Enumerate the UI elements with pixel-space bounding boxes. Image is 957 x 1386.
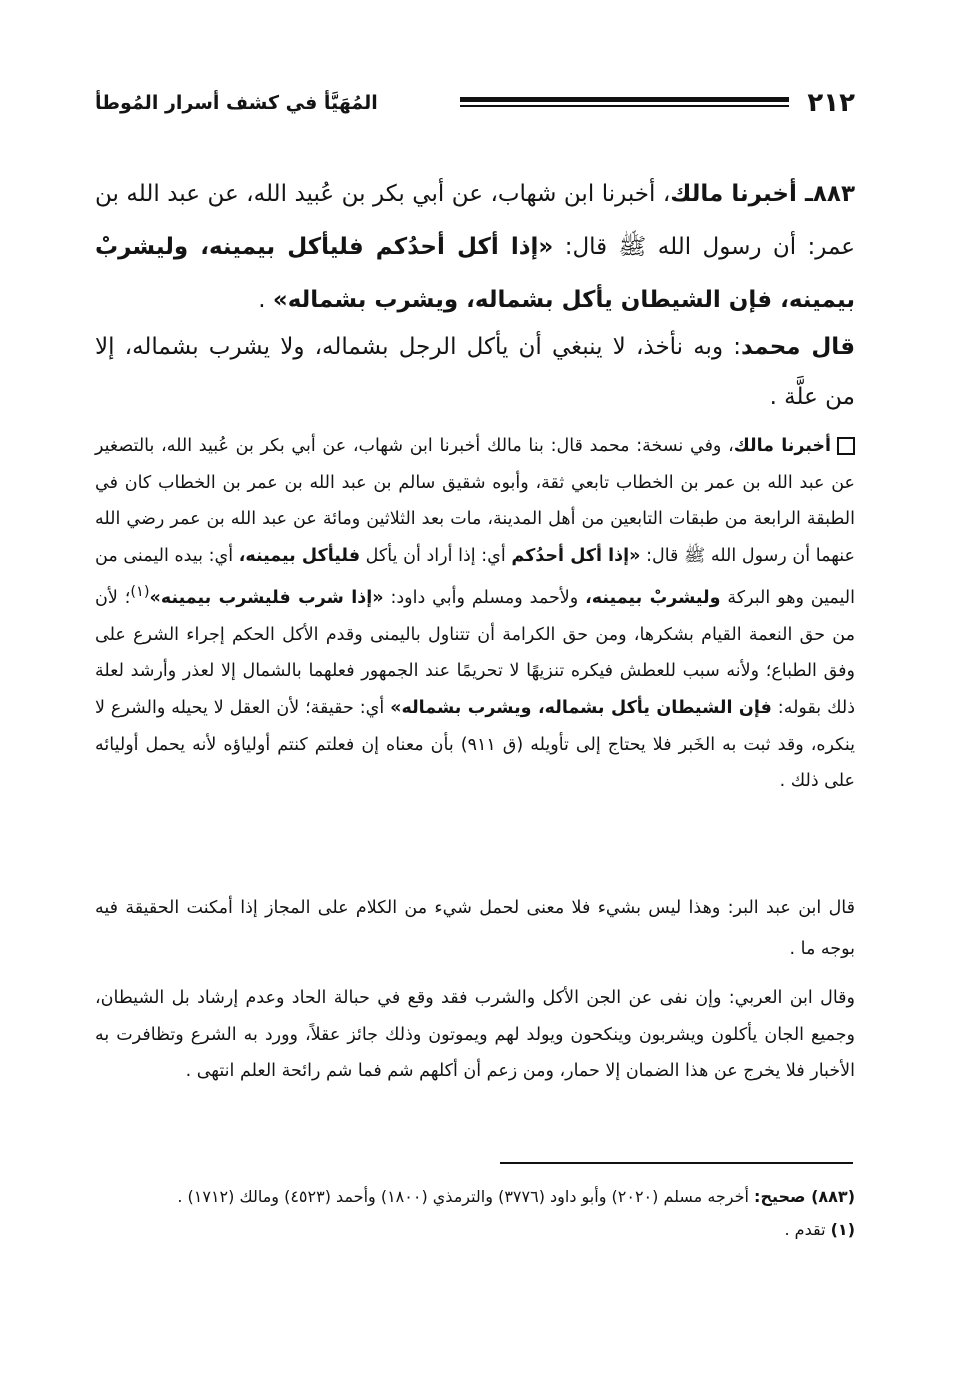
footnote-883 — [95, 1180, 855, 1213]
commentary-quote: فليأكل بيمينه، — [238, 545, 361, 566]
footnote-text: أخرجه مسلم (٢٠٢٠) وأبو داود (٣٧٧٦) والترمذي (١٨٠٠) وأحمد (٤٥٢٣) ومالك (١٧١٢) . — [177, 1187, 755, 1206]
qawl-text: : وبه نأخذ، لا ينبغي أن يأكل الرجل بشماله، ولا يشرب بشماله، إلا من علَّة . — [95, 334, 855, 410]
hadith-isnad: ، أخبرنا ابن شهاب، عن أبي بكر بن عُبيد الله، عن عبد الله بن عمر: أن رسول الله ﷺ قال: — [95, 181, 856, 260]
square-marker-icon — [837, 437, 855, 455]
hadith-matn-quote: «إذا أكل أحدُكم فليأكل بيمينه، وليشربْ بيمينه، فإن الشيطان يأكل بشماله، ويشرب بشماله» — [95, 234, 855, 313]
footnotes — [95, 1180, 855, 1246]
commentary-paragraph — [95, 428, 855, 800]
footnote-label: (١) — [830, 1220, 855, 1239]
header-divider — [460, 97, 789, 109]
page-number: ٢١٢ — [807, 88, 855, 118]
commentary-quote: «إذا أكل أحدُكم — [511, 545, 641, 566]
ibn-al-arabi-paragraph: وقال ابن العربي: وإن نفى عن الجن الأكل والشرب فقد وقع في حبالة الحاد وعدم إرشاد بل الشيطان، وجميع الجان يأكلون ويشربون وينكحون ويولد لهم ويموتون وذلك جائز عقلاً، وورد به الشرع وتظافرت به الأخبار فلا يخرج عن هذا الضمان إلا حمار، ومن زعم أن أكلهم شم فما شم رائحة العلم انتهى . — [95, 988, 855, 1081]
footnote-label: (٨٨٣) صحيح: — [754, 1187, 855, 1206]
footnote-divider — [500, 1162, 853, 1164]
commentary-quote: «إذا شرب فليشرب بيمينه» — [149, 588, 384, 609]
commentary-text: ؛ لأن من حق النعمة القيام بشكرها، ومن حق الكرامة أن تتناول باليمنى وقدم الأكل الحكم إجراء الشرع على وفق الطباع؛ ولأنه سبب للعطش فيكره تنزيهًا لا تحريمًا عند الجمهور فعلهما بالشمال إلا لعذر وأرشد لعلة ذلك بقوله: — [95, 588, 855, 718]
hadith-text — [95, 168, 855, 327]
commentary-lemma: أخبرنا مالك — [733, 436, 832, 456]
hadith-end: . — [258, 287, 273, 313]
footnote-1 — [95, 1213, 855, 1246]
commentary-text: أي: حقيقة؛ لأن العقل لا يحيله والشرع لا ينكره، وقد ثبت به الخَبر فلا يحتاج إلى تأويله (ق ٩١١) بأن معناه إن فعلتم كنتم أولياؤه لأنه يحمل أوليائه على ذلك . — [95, 697, 855, 792]
footnote-text: تقدم . — [784, 1220, 831, 1239]
commentary-text: ولأحمد ومسلم وأبي داود: — [383, 588, 586, 609]
commentary-text: أي: إذا أراد أن يأكل — [360, 545, 512, 566]
ibn-abd-al-barr-paragraph: قال ابن عبد البر: وهذا ليس بشيء فلا معنى لحمل شيء من الكلام على المجاز إذا أمكنت الحقيقة فيه بوجه ما . — [95, 898, 855, 959]
commentary-quote: وليشربْ بيمينه، — [585, 588, 721, 609]
book-title: المُهَيَّأ في كشف أسرار المُوطأ — [95, 92, 378, 114]
page-header — [95, 86, 855, 120]
commentary-quote: فإن الشيطان يأكل بشماله، ويشرب بشماله» — [390, 697, 772, 718]
commentary-text: أي: بيده اليمنى من اليمين وهو البركة — [95, 545, 856, 609]
qawl-muhammad — [95, 322, 855, 422]
hadith-number-label: ٨٨٣ـ أخبرنا مالك — [670, 181, 856, 207]
qawl-label: قال محمد — [740, 334, 856, 360]
footnote-reference: (١) — [130, 583, 150, 601]
commentary-text: ، وفي نسخة: محمد قال: بنا مالك أخبرنا ابن شهاب، عن أبي بكر بن عُبيد الله، بالتصغير عن عبد الله بن عمر بن الخطاب تابعي ثقة، وأبوه شقيق سالم بن عبد الله بن عمر بن الخطاب كان في الطبقة الرابعة من طبقات التابعين من أهل المدينة، مات بعد الثلاثين ومائة عن عبد الله بن عمر رضي الله عنهما أن رسول الله ﷺ قال: — [95, 436, 855, 566]
